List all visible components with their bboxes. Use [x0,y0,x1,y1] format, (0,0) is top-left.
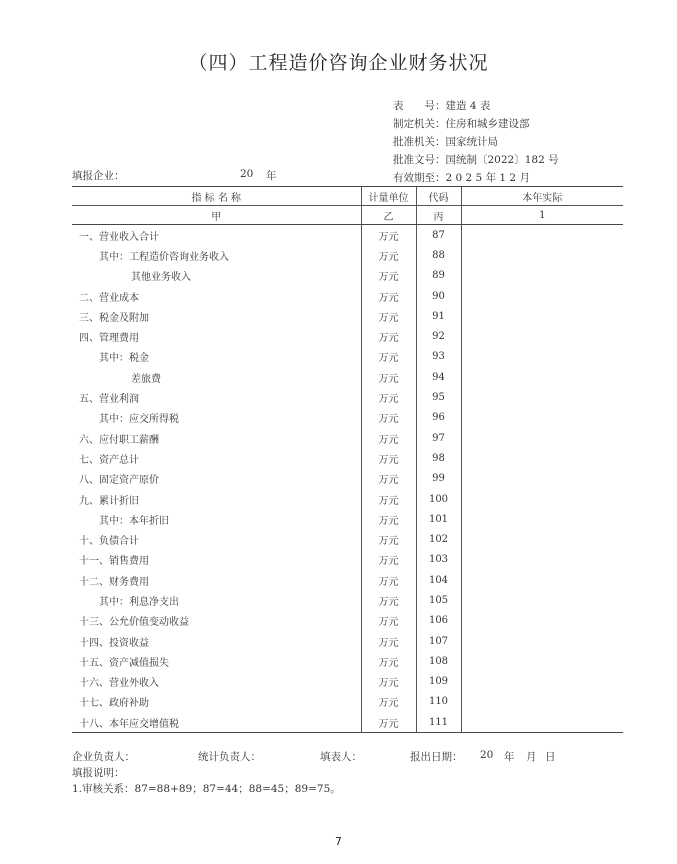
row-name: 十八、本年应交增值税 [72,712,361,733]
row-code: 90 [416,286,461,306]
row-unit: 万元 [361,245,416,265]
row-name: 十二、财务费用 [79,576,149,588]
row-name: 其中：应交所得税 [99,414,179,426]
table-row [72,712,623,733]
header-name: 指 标 名 称 [72,187,361,206]
row-value-cell [461,286,623,306]
row-value-cell [461,611,623,631]
meta-approval-number [393,152,559,167]
subheader-code: 丙 [416,206,461,225]
table-row [72,550,623,570]
table-row [72,509,623,529]
meta-value: 国家统计局 [445,136,498,148]
row-code: 98 [416,448,461,468]
row-code: 105 [416,590,461,610]
row-value-cell [461,489,623,509]
row-code: 92 [416,326,461,346]
row-value-cell [461,347,623,367]
table-row [72,489,623,509]
meta-value: 住房和城乡建设部 [445,118,530,130]
filler-year-suffix: 年 [266,170,277,182]
meta-label: 制定机关： [393,118,446,130]
row-unit: 万元 [361,631,416,651]
row-unit: 万元 [361,428,416,448]
footer-stats-manager: 统计负责人： [198,751,261,763]
row-name: 其中：利息净支出 [99,596,179,608]
filler-year-prefix: 20 [240,168,254,180]
meta-label: 有效期至： [393,172,446,184]
row-code: 110 [416,692,461,712]
header-value: 本年实际 [461,187,623,206]
row-name: 其他业务收入 [131,272,191,284]
meta-label: 批准机关： [393,136,446,148]
notes-audit-relation: 1.审核关系：87=88+89；87=44；88=45；89=75。 [72,783,341,795]
row-unit: 万元 [361,529,416,549]
row-code: 87 [416,225,461,246]
row-value-cell [461,469,623,489]
row-unit: 万元 [361,489,416,509]
row-value-cell [461,509,623,529]
row-unit: 万元 [361,387,416,407]
row-value-cell [461,428,623,448]
table-row [72,408,623,428]
table-row [72,631,623,651]
row-name: 差旅费 [131,373,161,385]
row-name: 十七、政府补助 [79,698,149,710]
row-unit: 万元 [361,590,416,610]
table-row [72,387,623,407]
row-code: 97 [416,428,461,448]
row-value-cell [461,529,623,549]
row-code: 91 [416,306,461,326]
row-unit: 万元 [361,225,416,246]
footer-manager: 企业负责人： [72,751,135,763]
row-value-cell [461,266,623,286]
row-code: 104 [416,570,461,590]
row-unit: 万元 [361,672,416,692]
row-name: 其中：税金 [99,353,149,365]
row-value-cell [461,326,623,346]
row-unit: 万元 [361,692,416,712]
row-code: 101 [416,509,461,529]
footer-date-m: 月 [526,751,537,763]
row-name: 十六、营业外收入 [79,678,159,690]
table-row [72,225,623,246]
row-name: 十三、公允价值变动收益 [79,617,189,629]
table-subheader-row [72,206,623,225]
row-value-cell [461,692,623,712]
row-unit: 万元 [361,367,416,387]
row-value-cell [461,672,623,692]
row-code: 103 [416,550,461,570]
row-unit: 万元 [361,408,416,428]
footer-date-d: 日 [545,751,556,763]
row-name: 四、管理费用 [79,333,139,345]
row-value-cell [461,712,623,733]
row-unit: 万元 [361,651,416,671]
row-code: 111 [416,712,461,733]
footer-date-y: 年 [504,751,515,763]
row-value-cell [461,225,623,246]
table-header-row [72,187,623,206]
row-unit: 万元 [361,509,416,529]
meta-value: 建造 4 表 [445,100,491,112]
row-name: 八、固定资产原价 [79,475,159,487]
row-name: 七、资产总计 [79,454,139,466]
table-row [72,529,623,549]
row-value-cell [461,306,623,326]
page-number: 7 [335,836,342,848]
table-row [72,306,623,326]
row-name: 十五、资产减值损失 [79,657,169,669]
row-unit: 万元 [361,611,416,631]
table-row [72,286,623,306]
table-row [72,651,623,671]
row-code: 93 [416,347,461,367]
row-unit: 万元 [361,448,416,468]
row-value-cell [461,448,623,468]
table-row [72,448,623,468]
row-unit: 万元 [361,286,416,306]
footer-date-label: 报出日期： [410,751,463,763]
row-value-cell [461,651,623,671]
row-name: 十一、销售费用 [79,556,149,568]
row-code: 108 [416,651,461,671]
table-row [72,469,623,489]
row-unit: 万元 [361,469,416,489]
header-code: 代码 [416,187,461,206]
row-code: 89 [416,266,461,286]
table-row [72,611,623,631]
row-value-cell [461,387,623,407]
meta-value: 国统制〔2022〕182 号 [445,154,559,166]
table-row [72,367,623,387]
table-row [72,428,623,448]
row-code: 94 [416,367,461,387]
row-code: 96 [416,408,461,428]
row-code: 107 [416,631,461,651]
row-unit: 万元 [361,570,416,590]
meta-label: 表 号： [393,100,446,112]
table-row [72,570,623,590]
row-name: 二、营业成本 [79,292,139,304]
table-row [72,266,623,286]
row-unit: 万元 [361,347,416,367]
page-title: （四）工程造价咨询企业财务状况 [188,52,489,74]
row-name: 六、应付职工薪酬 [79,434,159,446]
row-value-cell [461,245,623,265]
row-value-cell [461,590,623,610]
row-code: 102 [416,529,461,549]
financial-status-table [72,186,623,733]
row-code: 106 [416,611,461,631]
row-unit: 万元 [361,306,416,326]
table-row [72,347,623,367]
row-name: 五、营业利润 [79,394,139,406]
row-code: 95 [416,387,461,407]
row-unit: 万元 [361,550,416,570]
row-unit: 万元 [361,266,416,286]
meta-issuer [393,116,530,131]
row-value-cell [461,631,623,651]
filler-company-label: 填报企业： [72,170,125,182]
subheader-value: 1 [461,206,623,225]
row-code: 88 [416,245,461,265]
table-row [72,245,623,265]
row-name: 三、税金及附加 [79,312,149,324]
table-row [72,326,623,346]
footer-filler: 填表人： [320,751,362,763]
table-row [72,590,623,610]
subheader-name: 甲 [72,206,361,225]
row-name: 九、累计折旧 [79,495,139,507]
table-row [72,672,623,692]
meta-valid-until [393,170,530,185]
meta-value: 2 0 2 5 年 1 2 月 [445,172,530,184]
notes-title: 填报说明： [72,767,125,779]
row-name: 其中：本年折旧 [99,515,169,527]
subheader-unit: 乙 [361,206,416,225]
row-code: 99 [416,469,461,489]
meta-approver [393,134,498,149]
row-value-cell [461,367,623,387]
row-code: 109 [416,672,461,692]
row-name: 十、负债合计 [79,536,139,548]
row-code: 100 [416,489,461,509]
row-name: 其中：工程造价咨询业务收入 [99,251,229,263]
row-name: 一、营业收入合计 [79,231,159,243]
meta-form-number [393,98,490,113]
row-unit: 万元 [361,326,416,346]
row-unit: 万元 [361,712,416,733]
table-row [72,692,623,712]
row-value-cell [461,550,623,570]
footer-date-year: 20 [480,749,494,761]
header-unit: 计量单位 [361,187,416,206]
row-value-cell [461,408,623,428]
meta-label: 批准文号： [393,154,446,166]
row-name: 十四、投资收益 [79,637,149,649]
row-value-cell [461,570,623,590]
